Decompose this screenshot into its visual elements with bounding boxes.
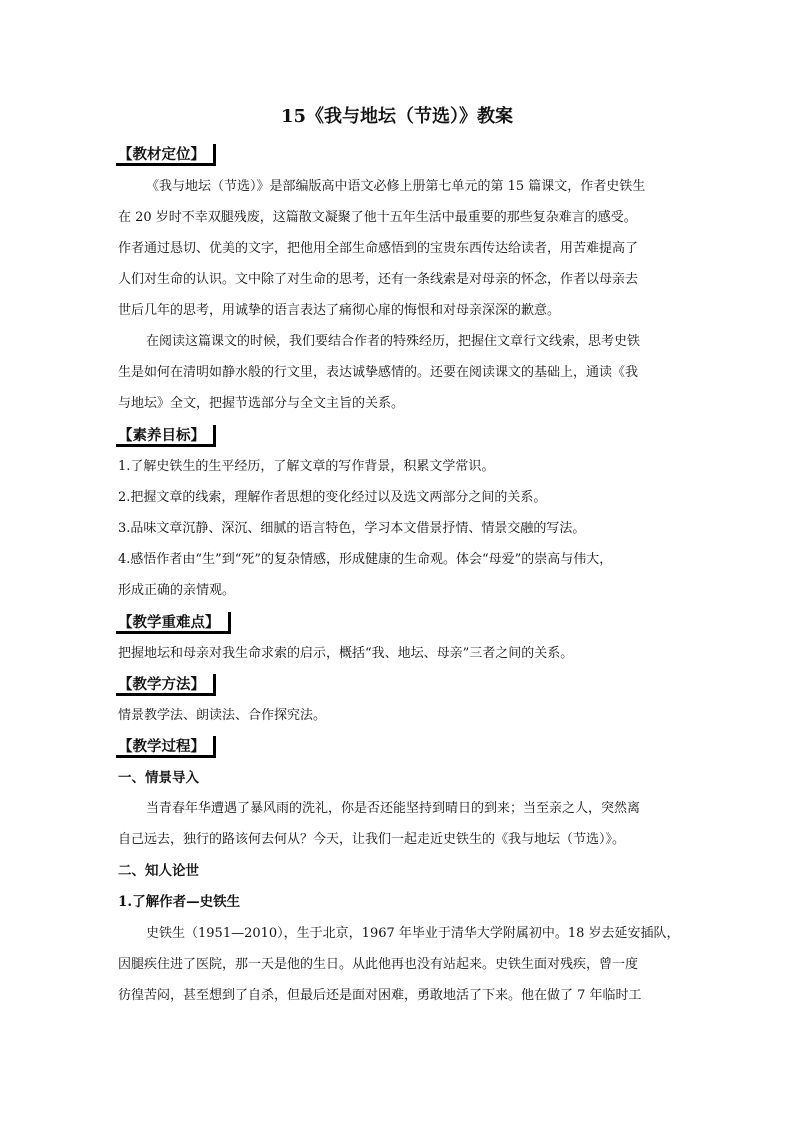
goal-item: 3.品味文章沉静、深沉、细腻的语言特色，学习本文借景抒情、情景交融的写法。 — [118, 521, 586, 536]
section-heading-positioning: 【教材定位】 — [116, 144, 216, 166]
paragraph-line: 《我与地坛（节选）》是部编版高中语文必修上册第七单元的第 15 篇课文，作者史铁生 — [146, 179, 646, 194]
paragraph-line: 世后几年的思考，用诚挚的语言表达了痛彻心扉的悔恨和对母亲深深的歉意。 — [118, 303, 561, 318]
paragraph-line: 当青春年华遭遇了暴风雨的洗礼，你是否还能坚持到晴日的到来；当至亲之人，突然离 — [146, 801, 641, 816]
paragraph-line: 人们对生命的认识。文中除了对生命的思考，还有一条线索是对母亲的怀念，作者以母亲去 — [118, 272, 639, 287]
section-heading-process: 【教学过程】 — [116, 736, 216, 758]
paragraph-line: 因腿疾住进了医院，那一天是他的生日。从此他再也没有站起来。史铁生面对残疾，曾一度 — [118, 957, 639, 972]
keypoints-text: 把握地坛和母亲对我生命求索的启示，概括“我、地坛、母亲”三者之间的关系。 — [118, 646, 574, 661]
paragraph-line: 作者通过恳切、优美的文字，把他用全部生命感悟到的宝贵东西传达给读者，用苦难提高了 — [118, 241, 639, 256]
subheading-author: 1.了解作者—史铁生 — [118, 894, 241, 910]
methods-text: 情景教学法、朗读法、合作探究法。 — [118, 708, 327, 723]
section-heading-methods: 【教学方法】 — [116, 674, 216, 696]
section-heading-keypoints: 【教学重难点】 — [116, 612, 231, 634]
paragraph-line: 在阅读这篇课文的时候，我们要结合作者的特殊经历，把握住文章行文线索，思考史铁 — [146, 334, 641, 349]
document-title: 15《我与地坛（节选）》教案 — [280, 106, 514, 127]
goal-item: 1.了解史铁生的生平经历，了解文章的写作背景，积累文学常识。 — [118, 459, 495, 474]
paragraph-line: 生是如何在清明如静水般的行文里，表达诚挚感情的。还要在阅读课文的基础上，通读《我 — [118, 365, 639, 380]
paragraph-line: 自己远去，独行的路该何去何从？今天，让我们一起走近史铁生的《我与地坛（节选）》。 — [118, 832, 626, 847]
paragraph-line: 在 20 岁时不幸双腿残废，这篇散文凝聚了他十五年生活中最重要的那些复杂难言的感受。 — [118, 210, 637, 225]
goal-item: 2.把握文章的线索，理解作者思想的变化经过以及选文两部分之间的关系。 — [118, 490, 547, 505]
section-heading-goals: 【素养目标】 — [116, 425, 216, 447]
goal-item: 4.感悟作者由“生”到“死”的复杂情感，形成健康的生命观。体会“母爱”的崇高与伟大， — [118, 552, 613, 567]
paragraph-line: 史铁生（1951—2010），生于北京，1967 年毕业于清华大学附属初中。18 岁去延安插队， — [146, 926, 680, 941]
goal-item: 形成正确的亲情观。 — [118, 583, 236, 598]
subheading-intro: 一、情景导入 — [118, 770, 199, 786]
subheading-background: 二、知人论世 — [118, 863, 199, 879]
paragraph-line: 与地坛》全文，把握节选部分与全文主旨的关系。 — [118, 396, 405, 411]
paragraph-line: 彷徨苦闷，甚至想到了自杀，但最后还是面对困难，勇敢地活了下来。他在做了 7 年临时工 — [118, 988, 642, 1003]
